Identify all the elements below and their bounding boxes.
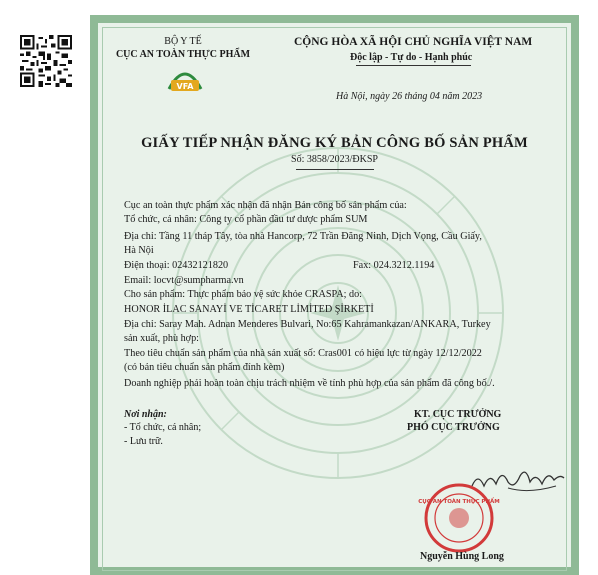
document-number: Số: 3858/2023/ĐKSP <box>291 154 378 165</box>
manufacturer-name: HONOR İLAC SANAYİ VE TİCARET LİMİTED ŞİRKETİ <box>124 304 374 315</box>
vfa-logo-text: VFA <box>176 82 194 91</box>
organization: Tổ chức, cá nhân: Công ty cổ phần đầu tư dược phẩm SUM <box>124 214 368 225</box>
signer-name: Nguyễn Hùng Long <box>420 551 504 562</box>
qr-code <box>20 35 72 87</box>
org-fax: Fax: 024.3212.1194 <box>353 260 435 271</box>
org-address-line2: Hà Nội <box>124 245 154 256</box>
org-address-line1: Địa chỉ: Tầng 11 tháp Tây, tòa nhà Hancorp, 72 Trần Đăng Ninh, Dịch Vọng, Cầu Giấy, <box>124 231 482 242</box>
official-red-seal <box>418 483 500 553</box>
signatory-title-line1: KT. CỤC TRƯỞNG <box>414 409 502 420</box>
signature-handwriting-text: nguhsuur <box>515 498 521 499</box>
national-motto: Độc lập - Tự do - Hạnh phúc <box>350 52 473 63</box>
recipient-item: - Lưu trữ. <box>124 436 163 447</box>
country-name: CỘNG HÒA XÃ HỘI CHỦ NGHĨA VIỆT NAM <box>294 36 533 48</box>
standard-line2: (có bản tiêu chuẩn sản phẩm đính kèm) <box>124 362 285 373</box>
title-underline <box>296 169 374 170</box>
intro-text: Cục an toàn thực phẩm xác nhận đã nhận Bản công bố sản phẩm của: <box>124 200 407 211</box>
issue-date: Hà Nội, ngày 26 tháng 04 năm 2023 <box>336 91 483 102</box>
recipients-heading: Nơi nhận: <box>124 409 167 420</box>
ministry-name: BỘ Y TẾ <box>164 36 202 47</box>
org-phone: Điện thoại: 02432121820 <box>124 260 229 271</box>
signatory-title-line2: PHÓ CỤC TRƯỞNG <box>407 422 500 433</box>
document-title: GIẤY TIẾP NHẬN ĐĂNG KÝ BẢN CÔNG BỐ SẢN PHẨM <box>141 135 528 151</box>
recipient-item: - Tổ chức, cá nhân; <box>124 422 202 433</box>
manufacturer-address-line2: sản xuất, phù hợp: <box>124 333 199 344</box>
responsibility-statement: Doanh nghiệp phải hoàn toàn chịu trách nhiệm về tính phù hợp của sản phẩm đã công bố./. <box>124 378 495 389</box>
product-line: Cho sản phẩm: Thực phẩm bảo vệ sức khỏe CRASPA; do: <box>124 289 362 300</box>
standard-line1: Theo tiêu chuẩn sản phẩm của nhà sản xuất số: Cras001 có hiệu lực từ ngày 12/12/2022 <box>124 348 482 359</box>
motto-underline <box>356 65 471 66</box>
department-name: CỤC AN TOÀN THỰC PHẨM <box>115 49 251 60</box>
certificate-page <box>90 15 579 575</box>
seal-text: CỤC AN TOÀN THỰC PHẨM <box>418 499 500 505</box>
manufacturer-address-line1: Địa chỉ: Saray Mah. Adnan Menderes Bulvari, No:65 Kahramankazan/ANKARA, Turkey <box>124 319 491 330</box>
org-email: Email: locvt@sumpharma.vn <box>124 275 244 286</box>
vfa-logo <box>165 63 205 99</box>
